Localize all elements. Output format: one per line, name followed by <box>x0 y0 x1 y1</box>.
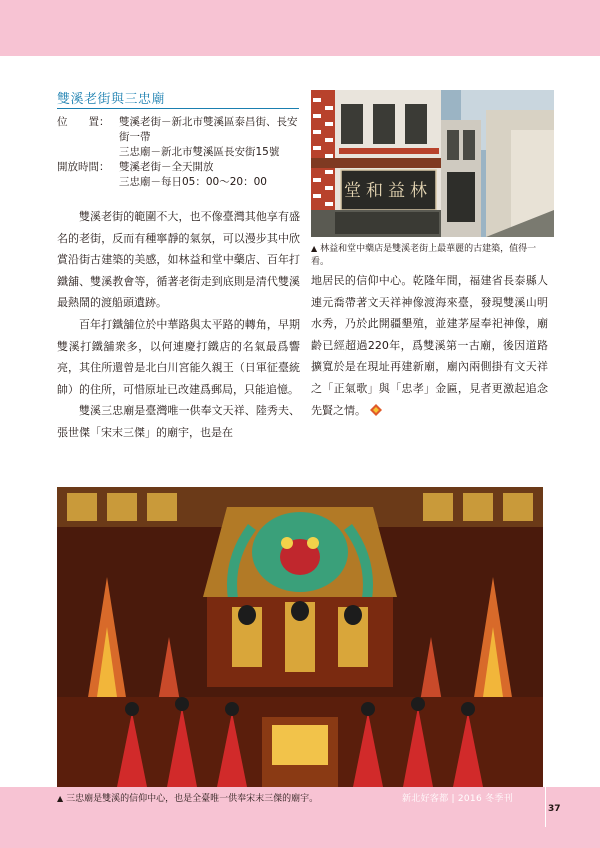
paragraph-blacksmith: 百年打鐵舖位於中華路與太平路的轉角，早期雙溪打鐵舖衆多，以何連慶打鐵店的名氣最爲響亮，其住所還曾是北白川宮能久親王（日軍征臺統帥）的住所，可惜原址已改建爲郵局，只能追憶。 <box>57 317 300 396</box>
paragraph-temple-continued <box>311 270 548 421</box>
info-value: 三忠廟－每日05：00～20：00 <box>119 176 267 188</box>
caption-top-photo <box>311 242 554 269</box>
shop-sign-text: 堂和益林 <box>344 181 432 201</box>
paragraph-temple: 雙溪三忠廟是臺灣唯一供奉文天祥、陸秀夫、張世傑「宋末三傑」的廟宇，也是在 <box>57 404 300 439</box>
info-key: 開放時間： <box>57 161 110 173</box>
caption-temple-photo <box>57 791 318 804</box>
footer-magazine <box>402 791 513 804</box>
paragraph-temple-continued-text: 地居民的信仰中心。乾隆年間，福建省長泰縣人連元喬帶著文天祥神像渡海來臺，發現雙溪山明水秀，乃於此開疆墾殖，並建茅屋奉祀神像，廟齡已經超過220年，爲雙溪第一古廟，後因道路擴寬於是在現址再建新廟，廟內兩側掛有文天祥之「正氣歌」與「忠孝」金匾，見者更激起追念先賢之情。 <box>311 274 548 417</box>
info-row-hours-2 <box>57 175 302 190</box>
body-column-left <box>57 206 300 444</box>
info-key: 位 置： <box>57 116 110 128</box>
info-value: 三忠廟－新北市雙溪區長安街15號 <box>119 146 280 158</box>
temple-photo-illustration <box>57 487 543 787</box>
section-title: 雙溪老街與三忠廟 <box>57 92 166 107</box>
info-row-location <box>57 115 302 145</box>
info-key <box>57 175 119 190</box>
old-street-photo <box>311 90 554 237</box>
caption-bottom-text: 三忠廟是雙溪的信仰中心，也是全臺唯一供奉宋末三傑的廟宇。 <box>66 794 319 804</box>
title-underline <box>57 108 299 109</box>
info-key <box>57 145 119 160</box>
footer-separator: | <box>451 794 455 804</box>
caption-top-text: 林益和堂中藥店是雙溪老街上最華麗的古建築，值得一看。 <box>311 244 537 267</box>
magazine-name: 新北好客都 <box>402 794 449 804</box>
paragraph-old-street: 雙溪老街的範圍不大，也不像臺灣其他享有盛名的老街，反而有種寧靜的氣氛，可以漫步其中欣賞沿街古建築的美感，如林益和堂中藥店、百年打鐵舖、雙溪教會等，循著老街走到底則是清代雙溪最熱鬧的渡船頭遺跡。 <box>57 210 300 310</box>
caption-marker-icon: ▲ <box>311 244 318 253</box>
info-block <box>57 115 302 190</box>
end-mark-icon <box>370 404 382 416</box>
info-value: 雙溪老街－全天開放 <box>119 161 214 173</box>
info-row-hours <box>57 160 302 175</box>
page-number-divider <box>545 787 546 827</box>
page-number: 37 <box>548 804 561 814</box>
magazine-issue: 2016 冬季刊 <box>457 794 514 804</box>
info-row-location-2 <box>57 145 302 160</box>
old-street-photo-illustration <box>311 90 554 237</box>
caption-marker-icon: ▲ <box>57 794 64 803</box>
info-value: 雙溪老街－新北市雙溪區泰昌街、長安街一帶 <box>119 116 298 143</box>
top-pink-band <box>0 0 600 56</box>
temple-photo <box>57 487 543 787</box>
body-column-right <box>311 270 548 421</box>
